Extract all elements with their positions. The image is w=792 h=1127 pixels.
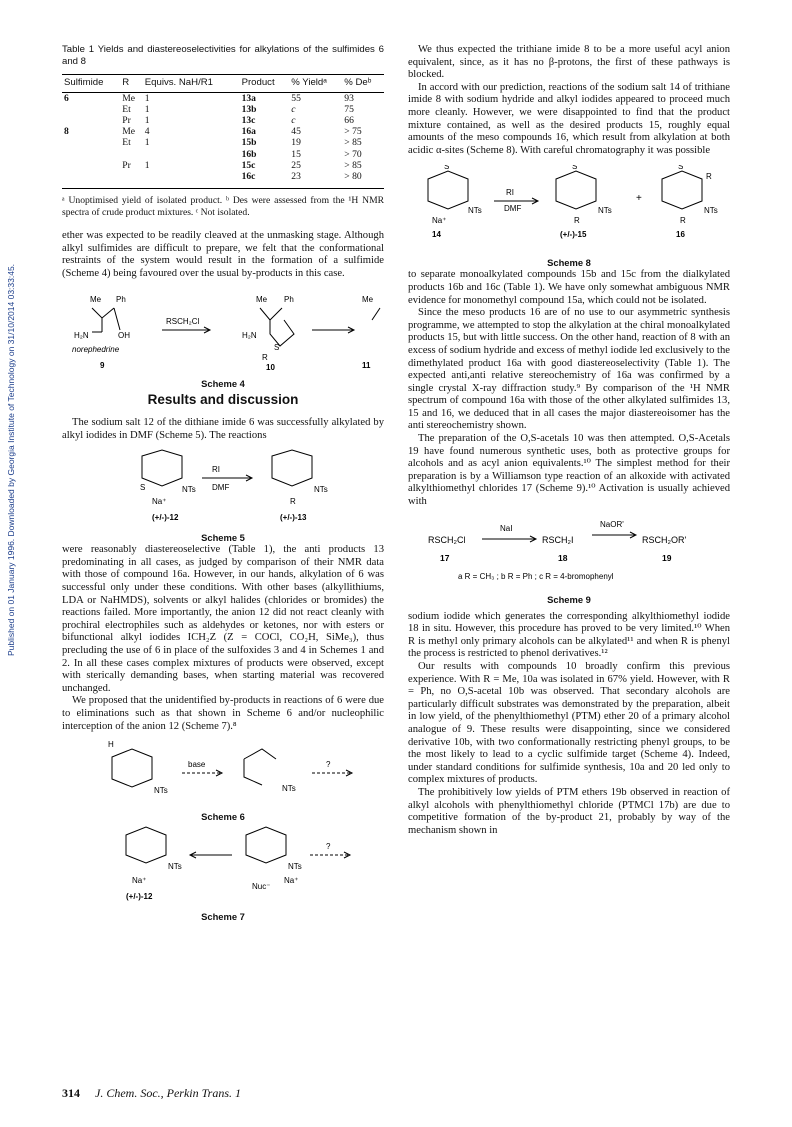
- table-cell: 19: [291, 137, 301, 149]
- scheme-4-drawing: [62, 288, 384, 374]
- svg-text:H₂N: H₂N: [74, 331, 89, 341]
- svg-text:R: R: [574, 216, 580, 226]
- scheme-4-num-1: 9: [100, 361, 105, 371]
- table-cell: 1: [144, 159, 150, 171]
- scheme-9-reagent-2: NaOR': [600, 519, 624, 529]
- table-cell: > 70: [344, 148, 362, 160]
- scheme-7-label: (+/-)-12: [126, 892, 153, 902]
- svg-text:NTs: NTs: [288, 862, 302, 872]
- table-footnote: ᵃ Unoptimised yield of isolated product. ᵇ Des were assessed from the ¹H NMR spectra of crude product mixtures. ᶜ Not isolated.: [62, 188, 384, 218]
- scheme-8: [408, 165, 730, 269]
- right-paragraph-1: We thus expected the trithiane imide 8 to be a more useful acyl anion equivalent, since, as it has no β-protons, the first of these pathways is blocked.: [408, 44, 730, 81]
- scheme-9: [408, 515, 730, 611]
- table-cell: > 75: [344, 126, 362, 138]
- table-row: [62, 126, 384, 137]
- scheme-7-drawing: [62, 825, 384, 907]
- table-cell: 16c: [241, 171, 256, 183]
- journal-name: J. Chem. Soc., Perkin Trans. 1: [95, 1086, 241, 1100]
- svg-text:Ph: Ph: [284, 295, 294, 305]
- table-cell: 75: [344, 103, 354, 115]
- svg-text:Na⁺: Na⁺: [432, 216, 447, 226]
- table-row: [62, 149, 384, 160]
- table-cell: 25: [291, 159, 301, 171]
- scheme-8-label-2: (+/-)-15: [560, 230, 587, 240]
- svg-text:NTs: NTs: [704, 206, 718, 216]
- svg-text:?: ?: [326, 760, 331, 770]
- svg-text:OH: OH: [118, 331, 130, 341]
- table-row: [62, 171, 384, 182]
- table-cell: 1: [144, 137, 150, 149]
- table-cell: 66: [344, 115, 354, 126]
- table-cell: 13b: [241, 103, 257, 115]
- table-header-cell: % Deᵇ: [342, 75, 384, 93]
- svg-text:NTs: NTs: [282, 784, 296, 794]
- table-caption: Table 1 Yields and diastereoselectivities for alkylations of the sulfimides 6 and 8: [62, 44, 384, 67]
- section-heading: Results and discussion: [147, 392, 299, 408]
- scheme-4-num-3: 11: [362, 361, 371, 371]
- download-watermark: [4, 120, 18, 800]
- scheme-4-name: norephedrine: [72, 345, 120, 355]
- right-paragraph-2: In accord with our prediction, reactions of the sodium salt 14 of trithiane imide 8 with sodium hydride and alkyl iodides appeared to proceed much more cleanly. However, we were disappointed to find that the product mixture contained, as well as the desired products 15, roughly equal amounts of the meso compounds 16, which result from alkylation at both acidic α-sites (Scheme 8). With careful chromatography it was possible: [408, 81, 730, 156]
- table-cell: 23: [291, 171, 301, 183]
- table-cell: 45: [291, 126, 301, 138]
- results-table: [62, 74, 384, 182]
- table-cell: Me: [122, 92, 136, 104]
- scheme-5-drawing: [62, 448, 384, 528]
- svg-text:H₂N: H₂N: [242, 331, 257, 341]
- right-paragraph-4: Since the meso products 16 are of no use to our asymmetric synthesis programme, we attempted to stop the alkylation at the chiral monoalkylated products 15, but with little success. On the other hand, reaction of 8 with an excess of sodium hydride and excess of methyl iodide led exclusively to the dimethylated product 16a with good diastereoselectivity (Table 1). The expected anti,anti relative stereochemistry of 16a was confirmed by a single crystal X-ray diffraction study.⁹ By comparison of the ¹H NMR spectrum of compound 16a with those of the other alkylated sulfimides 13, 15 and 16, we deduced that in all cases the major diastereoisomer has the anti stereochemistry shown.: [408, 307, 730, 432]
- svg-text:S: S: [572, 165, 578, 172]
- svg-text:Na⁺: Na⁺: [132, 876, 147, 886]
- scheme-9-species-2: RSCH₂I: [542, 534, 574, 545]
- svg-text:NTs: NTs: [314, 485, 328, 495]
- table-cell: > 80: [344, 171, 362, 183]
- scheme-8-caption: Scheme 8: [547, 256, 591, 268]
- scheme-8-drawing: [408, 165, 730, 253]
- svg-text:NTs: NTs: [468, 206, 482, 216]
- scheme-6: [62, 737, 384, 821]
- table-cell: [120, 171, 143, 182]
- table-cell: Pr: [122, 159, 131, 171]
- scheme-8-label-3: 16: [676, 230, 685, 240]
- scheme-4-caption: Scheme 4: [201, 378, 245, 389]
- svg-text:Ph: Ph: [116, 295, 126, 305]
- svg-text:H: H: [108, 740, 114, 750]
- scheme-9-drawing: [408, 515, 730, 591]
- scheme-4-reagent: RSCH₂Cl: [166, 317, 200, 327]
- svg-text:S: S: [140, 483, 146, 493]
- table-cell: 6: [64, 92, 69, 104]
- left-column: [62, 44, 384, 923]
- svg-text:Na⁺: Na⁺: [152, 497, 167, 507]
- scheme-6-reagent: base: [188, 760, 206, 770]
- table-cell: 15: [291, 148, 301, 160]
- scheme-4-num-2: 10: [266, 363, 275, 373]
- table-cell: 16a: [241, 126, 256, 138]
- scheme-4: [62, 288, 384, 388]
- scheme-5: [62, 448, 384, 544]
- table-header-cell: Equivs. NaH/R1: [143, 75, 240, 93]
- table-cell: 15c: [241, 159, 256, 171]
- table-header-cell: Product: [240, 75, 290, 93]
- table-cell: > 85: [344, 137, 362, 149]
- table-cell: [143, 171, 240, 182]
- right-paragraph-7: Our results with compounds 10 broadly confirm this previous experience. With R = Me, 10a was isolated in 67% yield. However, with R = Ph, no O,S-acetal 10b was observed. That secondary alcohols are particularly difficult substrates was demonstrated by the preparation, albeit in low yield, of the phenylthiomethyl (PTM) ether 20 of a primary alcohol analogue of 9. These results were disappointing, since we considered derivative 10b, with two conformationally restricting phenyl groups, to be the most likely to lead to a cyclic sulfimide target (Scheme 4). Indeed, under standard conditions for sulfimide synthesis, 10a and 20 led only to complex mixtures of products.: [408, 661, 730, 786]
- table-cell: Me: [122, 126, 136, 138]
- scheme-8-solvent: DMF: [504, 204, 522, 214]
- table-cell: 93: [344, 92, 354, 104]
- table-cell: 15b: [241, 137, 257, 149]
- right-paragraph-3: to separate monoalkylated compounds 15b and 15c from the dialkylated products 16b and 16c (Table 1). We have only somewhat ambiguous NMR evidence for monomethyl compound 15a, which could not be isolated.: [408, 269, 730, 306]
- table-cell: 16b: [241, 148, 257, 160]
- svg-text:R: R: [262, 353, 268, 363]
- table-cell: Pr: [122, 115, 131, 126]
- svg-text:NTs: NTs: [598, 206, 612, 216]
- table-cell: c: [291, 103, 296, 115]
- scheme-9-num-3: 19: [662, 552, 672, 563]
- scheme-8-reagent: RI: [506, 188, 514, 198]
- svg-text:Me: Me: [90, 295, 102, 305]
- svg-text:R: R: [680, 216, 686, 226]
- table-header-cell: R: [120, 75, 143, 93]
- svg-text:R: R: [706, 172, 712, 182]
- table-header-cell: Sulfimide: [62, 75, 120, 93]
- table-header-row: [62, 75, 384, 93]
- svg-text:R: R: [290, 497, 296, 507]
- table-cell: 55: [291, 92, 301, 104]
- scheme-5-label-1: (+/-)-12: [152, 513, 179, 523]
- left-paragraph-3: were reasonably diastereoselective (Table 1), the anti products 13 predominating in all cases, as judged by comparison of their NMR data with those of compound 16a. However, in our hands, alkylation of 6 was successful only under these conditions. With other bases (alkyllithiums, LDA or NaHMDS), solvents or alkyl halides (chlorides or bromides) the reactions failed. More importantly, the anion 12 did not react cleanly with prochiral electrophiles such as aldehydes or ketones, nor with esters or bifunctional alkyl iodides ICH₂Z (Z = COCl, CO₂H, SiMe₃), thus precluding the use of 6 in place of the sulfoxides 3 and 4 in Schemes 1 and 2. In all these cases complex mixtures of products were observed, except with sterically demanding bases, when starting material was recovered unchanged.: [62, 544, 384, 694]
- scheme-9-legend: a R = CH₃ ; b R = Ph ; c R = 4-bromophenyl: [458, 571, 614, 581]
- svg-text:S: S: [274, 343, 280, 353]
- table-header-cell: % Yieldᵃ: [289, 75, 342, 93]
- scheme-9-caption: Scheme 9: [547, 594, 591, 606]
- table-cell: [62, 171, 120, 182]
- table-cell: Et: [122, 103, 131, 115]
- table-cell: 13a: [241, 92, 256, 104]
- table-cell: > 85: [344, 159, 362, 171]
- scheme-7-nucleophile: Nuc⁻: [252, 882, 271, 892]
- scheme-9-species-1: RSCH₂Cl: [428, 534, 466, 545]
- svg-text:NTs: NTs: [182, 485, 196, 495]
- scheme-7-caption: Scheme 7: [201, 910, 245, 922]
- right-column: [408, 44, 730, 837]
- scheme-5-label-2: (+/-)-13: [280, 513, 307, 523]
- svg-text:+: +: [636, 193, 642, 205]
- right-paragraph-5: The preparation of the O,S-acetals 10 was then attempted. O,S-Acetals 19 have found numerous synthetic uses, both as protective groups for alcohols and as acyl anion equivalents.¹⁰ The simplest method for their preparation is by a Williamson type reaction of an alkoxide with activated alkylthiomethyl chlorides 17 (Scheme 9).¹⁰ Activation is usually achieved with: [408, 433, 730, 508]
- table-row: [62, 160, 384, 171]
- table-body: [62, 92, 384, 182]
- table-cell: [62, 149, 120, 160]
- svg-text:Me: Me: [256, 295, 268, 305]
- left-paragraph-4: We proposed that the unidentified by-products in reactions of 6 were due to eliminations such as that shown in Scheme 6 and/or nucleophilic interception of the anion 12 (Scheme 7).⁸: [62, 695, 384, 732]
- svg-text:?: ?: [326, 842, 331, 852]
- table-cell: 1: [144, 92, 150, 104]
- right-paragraph-6: sodium iodide which generates the corresponding alkylthiomethyl iodide 18 in situ. However, this procedure has proved to be very limited.¹⁰ When R is methyl only primary alcohols can be alkylated¹¹ and when R is phenyl the process is restricted to phenol derivatives.¹²: [408, 610, 730, 660]
- scheme-9-species-3: RSCH₂OR': [642, 534, 687, 545]
- table-cell: [143, 149, 240, 160]
- table-cell: 8: [64, 126, 69, 138]
- table-row: [62, 137, 384, 148]
- left-paragraph-1: ether was expected to be readily cleaved at the unmasking stage. Although alkyl sulfimides are difficult to prepare, we felt that the conformational restraints of the system would result in the formation of a sulfimide (Scheme 4) being favoured over the usual by-products in this case.: [62, 230, 384, 279]
- scheme-9-reagent-1: NaI: [500, 523, 513, 533]
- table-cell: [120, 149, 143, 160]
- page-footer: [62, 1086, 241, 1101]
- right-paragraph-8: The prohibitively low yields of PTM ethers 19b observed in reaction of alkyl alcohols with phenylthiomethyl chloride (PTMCl 17b) are due to competitive formation of the by-product 21, probably by way of the mechanism shown in: [408, 786, 730, 836]
- table-cell: [62, 160, 120, 171]
- table-row: [62, 104, 384, 115]
- scheme-5-reagent: RI: [212, 465, 220, 475]
- page-number: 314: [62, 1086, 80, 1100]
- scheme-9-num-1: 17: [440, 552, 450, 563]
- table-cell: [62, 115, 120, 126]
- svg-text:Me: Me: [362, 295, 374, 305]
- table-cell: 4: [144, 126, 150, 138]
- table-cell: [62, 104, 120, 115]
- scheme-8-label-1: 14: [432, 230, 441, 240]
- left-paragraph-2: The sodium salt 12 of the dithiane imide 6 was successfully alkylated by alkyl iodides in DMF (Scheme 5). The reactions: [62, 417, 384, 441]
- scheme-6-drawing: [62, 737, 384, 807]
- table-cell: Et: [122, 137, 131, 149]
- table-cell: [62, 137, 120, 148]
- svg-text:S: S: [444, 165, 450, 172]
- scheme-7: [62, 825, 384, 923]
- table-cell: 1: [144, 115, 150, 126]
- scheme-6-caption: Scheme 6: [201, 810, 245, 822]
- table-cell: 1: [144, 103, 150, 115]
- svg-text:Na⁺: Na⁺: [284, 876, 299, 886]
- svg-text:NTs: NTs: [168, 862, 182, 872]
- table-row: [62, 92, 384, 104]
- scheme-5-caption: Scheme 5: [201, 531, 245, 543]
- scheme-5-solvent: DMF: [212, 483, 230, 493]
- table-cell: c: [291, 115, 296, 126]
- table-row: [62, 115, 384, 126]
- scheme-9-num-2: 18: [558, 552, 568, 563]
- table-cell: 13c: [241, 115, 256, 126]
- svg-text:S: S: [678, 165, 684, 172]
- download-note: Published on 01 January 1996. Downloaded by Georgia Institute of Technology on 31/10/2014 03:33:45.: [6, 263, 16, 657]
- svg-text:NTs: NTs: [154, 786, 168, 796]
